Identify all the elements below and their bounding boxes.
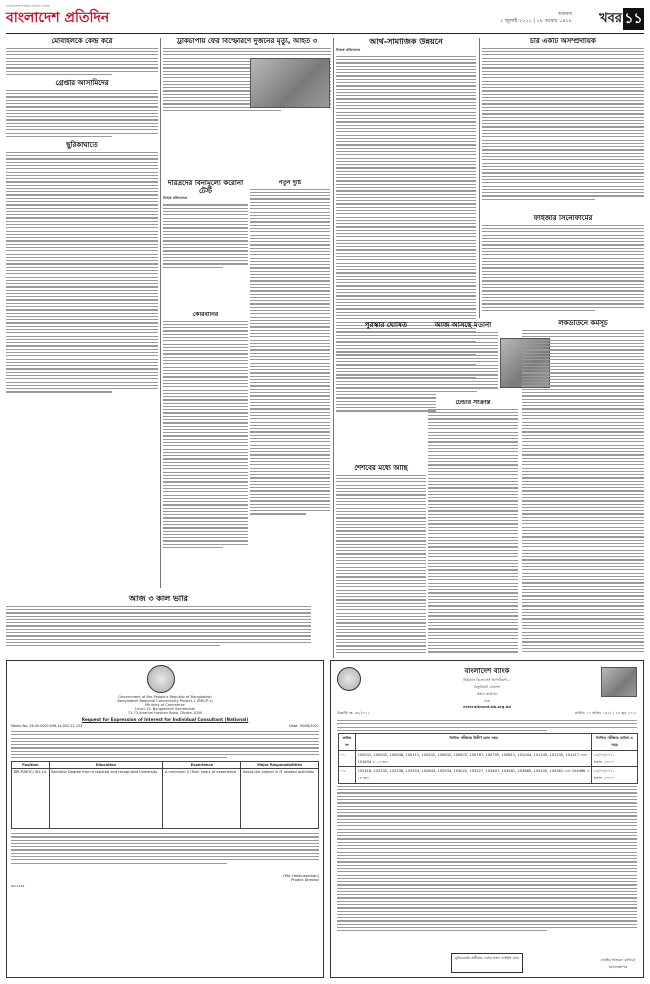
ad-body — [331, 786, 643, 932]
table-header: Education — [49, 762, 163, 769]
logo-tagline: বাংলাদেশের সর্বাধিক প্রচারিত দৈনিক — [6, 4, 50, 8]
article-body — [6, 606, 311, 647]
day-label: শুক্রবার — [558, 12, 572, 17]
article-body — [163, 204, 248, 268]
ad-line: Bangladesh Regional Connectivity Project-1 (BRCP-1) — [117, 699, 213, 703]
headline-rain: আজ ৩ কাল ভারি — [129, 595, 188, 603]
ad-position-table — [11, 761, 319, 829]
headline-socio-economic: আর্থ-সামাজিক উন্নয়নে — [369, 38, 443, 46]
headline-moderna: আজ আসছে মডার্না — [434, 322, 492, 329]
article-body — [6, 152, 158, 393]
headline-new-vision: নতুন দুষ্টি — [278, 180, 302, 186]
headline-corona: দরিদ্রদের বিনামূল্যে করোনা টেস্ট — [167, 180, 244, 195]
bank-dept: প্রধান কার্যালয় — [476, 692, 498, 696]
article-body — [250, 189, 330, 515]
table-header: Experience — [163, 762, 241, 769]
headline-qurbani: কোরবানির — [192, 312, 219, 318]
headline-truck: ট্রাকচাপায় ফের বিস্ফোরণে দুজনের মৃত্যু, আহত ৩ — [176, 38, 318, 45]
article-body — [482, 225, 644, 312]
headline-arrested: গ্রেপ্তার আসামিদের — [55, 79, 109, 88]
article-body — [428, 332, 498, 392]
bank-signer: (জহির আহমেদ রাজিব) — [601, 958, 635, 962]
ad-line: 71-73 Ibrahim Hoshen Road, Dhaka-1000 — [127, 711, 203, 715]
exam-time: সকাল ১০:০০ — [593, 759, 615, 764]
article-body — [522, 330, 644, 655]
bank-title: বাংলাদেশ ব্যাংক — [464, 667, 510, 675]
ad-body — [11, 833, 319, 864]
bank-dept: ঢাকা — [483, 699, 491, 703]
ad-bangladesh-bank: বাংলাদেশ ব্যাংক হিউম্যান রিসোর্সেস ডিপার্টমেন্ট-১ রিক্রুটমেন্ট সেকশন প্রধান কার্যালয় ঢাকা erecruitment.bb.org.bd বিজ্ঞপ্তি নং: ৪৮/২০২১ তারিখ: ১০ আষাঢ় ১৪২৮ / ২৪ জুন ২০২১ ক্রমিক নং লিখিত পরীক্ষায় উত্তীর্ণ রোল নম্বর লিখিত পরীক্ষার তারিখ ও সময় ০১. 100031, 100042, 100048, 100111, 100202, 100632, 100672, 100787, 100795, 100811, 101044, 101145, 101230, 101417 এবং 101634 = ১৫ জন ১৪/০৭/২০২১ সকাল ১০:০০ ০২. 102318, 102332, 102338, 102553, 102643, 102934, 103022, 103327, 103407, 103581, 103685, 104100, 104361 এবং 104466 = ১৪ জন ১৫/০৭/২০২১ সকাল ১০:০০ মুজিববর্ষের অঙ্গীকার দেশের সকল ব্যাংকিং সেবা (জহির আহমেদ রাজিব) মহাব্যবস্থাপক — [330, 660, 644, 978]
article-lockdown — [522, 320, 644, 655]
headline-childhood: শৈশবের মধ্যে আছি — [354, 465, 408, 472]
table-header: লিখিত পরীক্ষায় উত্তীর্ণ রোল নম্বর — [355, 734, 591, 751]
ad-code: GD-1234 — [11, 883, 25, 888]
article-body — [6, 48, 158, 75]
article-award — [336, 322, 436, 412]
ad-line: Government of the People's Republic of Bangladesh — [118, 695, 212, 699]
table-cell: BRCP/MOC/ SD-14 — [12, 769, 50, 829]
table-cell: A minimum 5 (five) years of experience — [163, 769, 241, 829]
news-photo — [250, 58, 330, 108]
bank-memo: বিজ্ঞপ্তি নং: ৪৮/২০২১ — [337, 711, 370, 715]
headline-pfizer: ফাইজার সিনোফার্মের — [533, 215, 593, 222]
section-label: খবর — [599, 11, 622, 26]
table-header: Major Responsibilities — [241, 762, 319, 769]
article-body — [336, 332, 436, 412]
table-cell: Bachelor Degree from a reputed and recognized University — [49, 769, 163, 829]
ad-body — [11, 731, 319, 758]
exam-date: ১৫/০৭/২০২১ — [593, 769, 615, 774]
table-cell: Assist the project in IT related activities — [241, 769, 319, 829]
bank-logo-icon — [337, 667, 361, 691]
byline: নিজস্ব প্রতিবেদক — [163, 196, 188, 201]
table-header: Position — [12, 762, 50, 769]
table-cell: ০১. — [339, 750, 356, 767]
column-left — [6, 38, 158, 598]
table-header: লিখিত পরীক্ষার তারিখ ও সময় — [592, 734, 638, 751]
article-rain — [6, 595, 311, 655]
page-number: ১১ — [623, 8, 644, 30]
headline-mobile: মোবাইলকে কেন্দ্র করে — [51, 38, 113, 45]
article-childhood — [336, 465, 426, 655]
table-cell — [592, 767, 638, 784]
bank-roll-table — [338, 733, 638, 784]
headline-stabbing: ছুরিকাঘাতে — [66, 141, 98, 150]
bank-signer-title: মহাব্যবস্থাপক — [608, 965, 628, 969]
article-pfizer — [482, 215, 644, 315]
article-corona — [163, 180, 248, 310]
bank-date: ২৪ জুন ২০২১ — [615, 711, 637, 715]
headline-lockdown: লকডাউনে কর্মসূচ — [558, 320, 608, 327]
table-cell — [592, 750, 638, 767]
ad-signer: (Md. Helaluzzaman) — [283, 873, 319, 878]
table-cell: 100031, 100042, 100048, 100111, 100202, 100632, 100672, 100787, 100795, 100811, 101044, 101145, 101230, 101417 এবং 101634 = ১৫ জন — [355, 750, 591, 767]
bank-date-label: তারিখ: — [574, 711, 586, 715]
ad-signer-title: Project Director — [291, 877, 319, 882]
article-body — [428, 409, 518, 655]
portrait-photo — [601, 667, 637, 697]
ad-line: Ministry of Commerce — [145, 703, 185, 707]
article-body — [163, 321, 248, 549]
table-cell: 102318, 102332, 102338, 102553, 102643, 102934, 103022, 103327, 103407, 103581, 103685, 104100, 104361 এবং 104466 = ১৪ জন — [355, 767, 591, 784]
bank-dept: হিউম্যান রিসোর্সেস ডিপার্টমেন্ট-১ — [463, 678, 511, 682]
ad-memo: Memo No: 26.00.0000.006.14.002.21-123 — [11, 724, 83, 728]
bank-website[interactable]: erecruitment.bb.org.bd — [463, 705, 511, 709]
table-header: ক্রমিক নং — [339, 734, 356, 751]
article-body — [336, 475, 426, 655]
table-cell: ০২. — [339, 767, 356, 784]
article-moderna — [428, 322, 498, 392]
ad-title: Request for Expression of Interest for Individual Consultant (National) — [81, 717, 249, 722]
date-label: ২ জুলাই ২০২১ | ১৮ আষাঢ় ১৪২৮ — [500, 18, 572, 24]
masthead — [6, 4, 644, 34]
ad-date: Date: 30/06/2021 — [289, 724, 319, 728]
ad-govt-eoi — [6, 660, 324, 978]
article-body — [482, 48, 644, 200]
exam-date: ১৪/০৭/২০২১ — [593, 752, 615, 757]
article-tender — [428, 400, 518, 655]
ad-body — [331, 720, 643, 731]
headline-award: পুরস্কার ঘোষিত — [364, 322, 408, 329]
byline: নিজস্ব প্রতিবেদক — [336, 47, 361, 52]
article-theft — [482, 38, 644, 213]
headline-tender: টেন্ডার সংক্রান্ত — [455, 400, 491, 406]
article-body — [6, 90, 158, 137]
bank-dept: রিক্রুটমেন্ট সেকশন — [474, 685, 500, 689]
article-new-vision — [250, 180, 330, 590]
bank-date: ১০ আষাঢ় ১৪২৮ — [586, 711, 612, 715]
ad-line: Level-13, Bangladesh Secretariat — [135, 707, 195, 711]
mujib-year-box: মুজিববর্ষের অঙ্গীকার দেশের সকল ব্যাংকিং সেবা — [451, 953, 523, 973]
article-qurbani — [163, 312, 248, 592]
headline-theft: চরি একটি অসম্প্রদায়িক — [530, 38, 596, 45]
govt-seal-icon — [147, 665, 175, 693]
newspaper-logo: বাংলাদেশ প্রতিদিন — [6, 10, 110, 26]
exam-time: সকাল ১০:০০ — [593, 776, 615, 781]
